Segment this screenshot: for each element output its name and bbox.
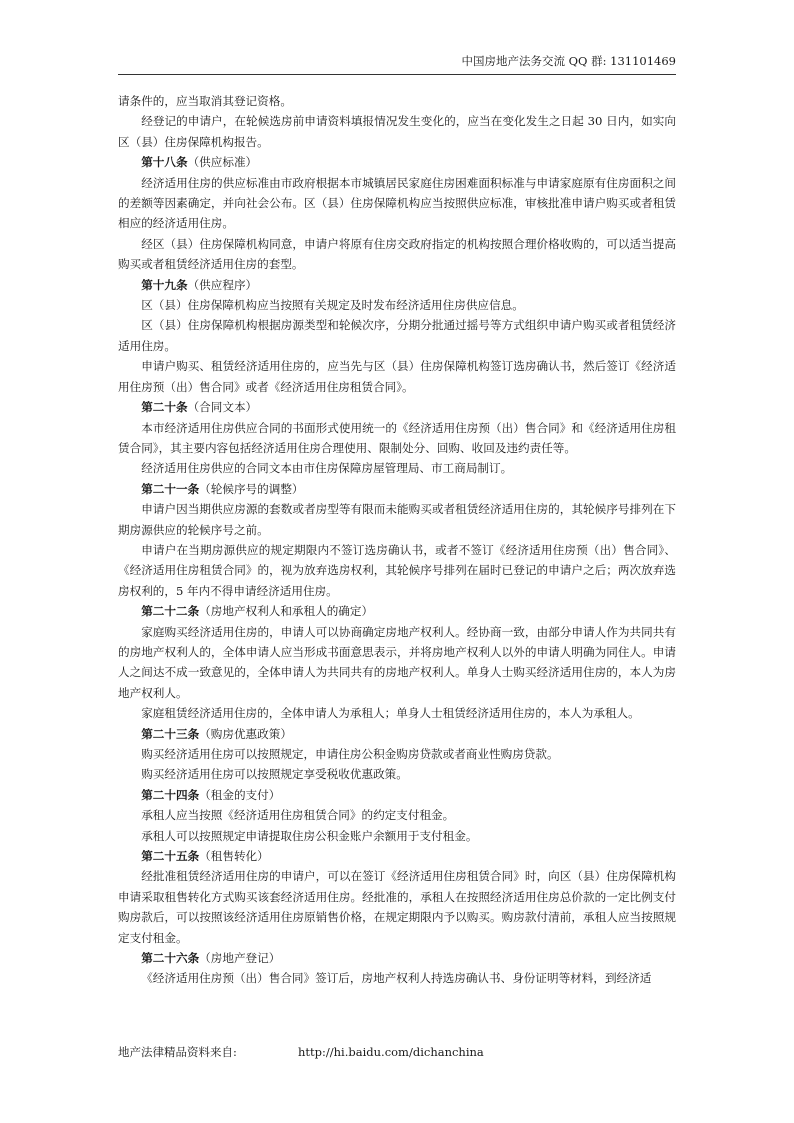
article-number: 第二十一条 [141, 481, 200, 496]
article-number: 第二十条 [141, 400, 188, 415]
article-heading [118, 397, 676, 417]
article-heading [118, 948, 676, 968]
body-paragraph: 区（县）住房保障机构根据房源类型和轮候次序，分期分批通过摇号等方式组织申请户购买或者租赁经济适用住房。 [118, 318, 676, 353]
article-subject: （租金的支付） [199, 787, 281, 802]
body-paragraph: 经济适用住房供应的合同文本由市住房保障房屋管理局、市工商局制订。 [141, 461, 513, 476]
article-subject: （轮候序号的调整） [199, 481, 304, 496]
article-number: 第二十六条 [141, 951, 200, 966]
article-subject: （合同文本） [187, 400, 258, 415]
article-heading [118, 785, 676, 805]
article-heading [118, 601, 676, 621]
body-paragraph: 家庭购买经济适用住房的，申请人可以协商确定房地产权利人。经协商一致，由部分申请人作为共同共有的房地产权利人的，全体申请人应当形成书面意思表示，并将房地产权利人以外的申请人明确为同住人。申请人之间达不成一致意见的，全体申请人为共同共有的房地产权利人。单身人士购买经济适用住房的，本人为房地产权利人。 [118, 624, 676, 700]
body-paragraph: 申请户在当期房源供应的规定期限内不签订选房确认书，或者不签订《经济适用住房预（出）售合同》、《经济适用住房租赁合同》的，视为放弃选房权利，其轮候序号排列在届时已登记的申请户之后；两次放弃选房权利的，5 年内不得申请经济适用住房。 [118, 542, 676, 598]
article-subject: （供应程序） [187, 277, 258, 292]
body-paragraph: 购买经济适用住房可以按照规定享受税收优惠政策。 [141, 767, 408, 782]
body-paragraph: 家庭租赁经济适用住房的，全体申请人为承租人；单身人士租赁经济适用住房的，本人为承租人。 [141, 706, 640, 721]
article-heading [118, 152, 676, 172]
body-paragraph: 经济适用住房的供应标准由市政府根据本市城镇居民家庭住房困难面积标准与申请家庭原有住房面积之间的差额等因素确定，并向社会公布。区（县）住房保障机构应当按照供应标准，审核批准申请户购买或者租赁相应的经济适用住房。 [118, 175, 676, 231]
document-body [118, 91, 676, 989]
article-subject: （房地产权利人和承租人的确定） [199, 604, 374, 619]
article-number: 第二十三条 [141, 726, 200, 741]
article-number: 第十八条 [141, 155, 188, 170]
body-paragraph: 请条件的，应当取消其登记资格。 [118, 94, 292, 108]
footer-url: http://hi.baidu.com/dichanchina [298, 1045, 484, 1059]
footer-label: 地产法律精品资料来自: [118, 1045, 237, 1059]
body-paragraph: 经批准租赁经济适用住房的申请户，可以在签订《经济适用住房租赁合同》时，向区（县）住房保障机构申请采取租售转化方式购买该套经济适用住房。经批准的，承租人在按照经济适用住房总价款的一定比例支付购房款后，可以按照该经济适用住房原销售价格，在规定期限内予以购买。购房款付清前，承租人应当按照规定支付租金。 [118, 869, 676, 945]
body-paragraph: 承租人应当按照《经济适用住房租赁合同》的约定支付租金。 [141, 808, 455, 823]
body-paragraph: 本市经济适用住房供应合同的书面形式使用统一的《经济适用住房预（出）售合同》和《经济适用住房租赁合同》，其主要内容包括经济适用住房合理使用、限制处分、回购、收回及违约责任等。 [118, 420, 676, 455]
body-paragraph: 经登记的申请户，在轮候选房前申请资料填报情况发生变化的，应当在变化发生之日起 30 日内，如实向区（县）住房保障机构报告。 [118, 114, 676, 149]
body-paragraph: 《经济适用住房预（出）售合同》签订后，房地产权利人持选房确认书、身份证明等材料，到经济适 [141, 971, 652, 986]
article-heading [118, 275, 676, 295]
article-number: 第十九条 [141, 277, 188, 292]
article-number: 第二十四条 [141, 787, 200, 802]
article-heading [118, 479, 676, 499]
body-paragraph: 承租人可以按照规定申请提取住房公积金账户余额用于支付租金。 [141, 828, 478, 843]
body-paragraph: 申请户购买、租赁经济适用住房的，应当先与区（县）住房保障机构签订选房确认书，然后签订《经济适用住房预（出）售合同》或者《经济适用住房租赁合同》。 [118, 359, 676, 394]
body-paragraph: 区（县）住房保障机构应当按照有关规定及时发布经济适用住房供应信息。 [141, 298, 524, 313]
article-subject: （供应标准） [187, 155, 258, 170]
page-footer [118, 1043, 484, 1061]
article-number: 第二十二条 [141, 604, 200, 619]
article-subject: （购房优惠政策） [199, 726, 292, 741]
body-paragraph: 申请户因当期供应房源的套数或者房型等有限而未能购买或者租赁经济适用住房的，其轮候序号排列在下期房源供应的轮候序号之前。 [118, 502, 676, 537]
article-number: 第二十五条 [141, 849, 200, 864]
body-paragraph: 经区（县）住房保障机构同意，申请户将原有住房交政府指定的机构按照合理价格收购的，可以适当提高购买或者租赁经济适用住房的套型。 [118, 236, 676, 272]
article-heading [118, 724, 676, 744]
body-paragraph: 购买经济适用住房可以按照规定，申请住房公积金购房贷款或者商业性购房贷款。 [141, 747, 559, 761]
article-subject: （房地产登记） [199, 951, 281, 966]
article-subject: （租售转化） [199, 849, 269, 864]
header-text: 中国房地产法务交流 QQ 群: 131101469 [461, 54, 676, 68]
page-header [118, 52, 676, 75]
article-heading [118, 846, 676, 866]
